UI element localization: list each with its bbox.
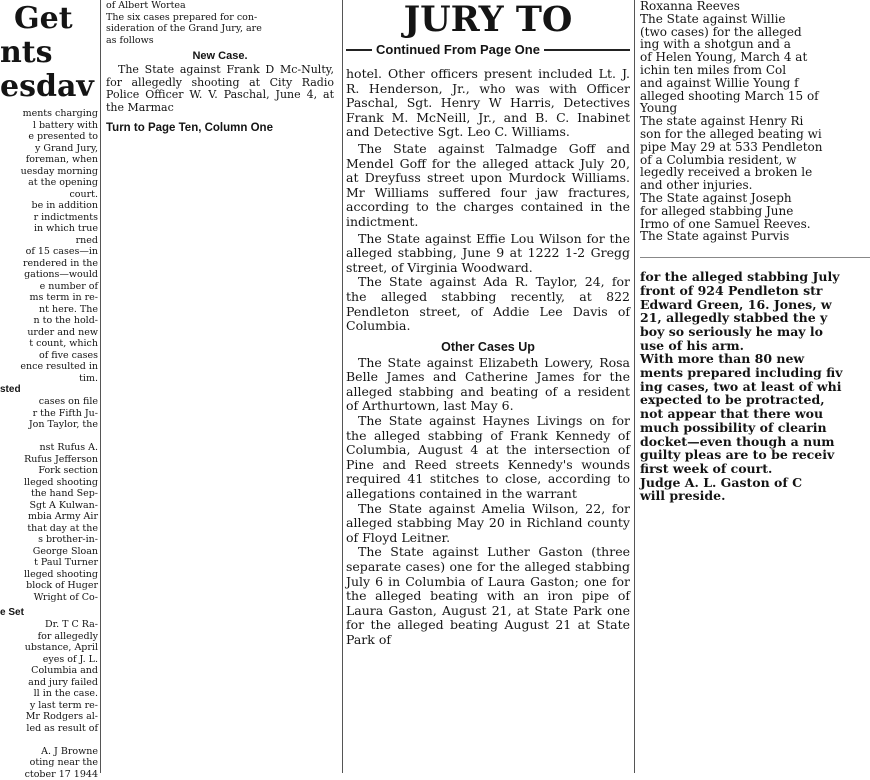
text-line: Dr. T C Ra- <box>0 619 98 631</box>
text-line: nt here. The <box>0 304 98 316</box>
text-line: led as result of <box>0 723 98 735</box>
article-text <box>0 108 98 384</box>
text-line: of a Columbia resident, w <box>640 154 870 167</box>
text-line: in which true <box>0 223 98 235</box>
column-4 <box>640 0 870 773</box>
text-line: alleged shooting March 15 of <box>640 90 870 103</box>
text-line: A. J Browne <box>0 746 98 758</box>
text-line: and jury failed <box>0 677 98 689</box>
article-text <box>0 396 98 603</box>
text-line: at the opening <box>0 177 98 189</box>
text-line: rendered in the <box>0 258 98 270</box>
text-line: The six cases prepared for con- <box>106 12 334 24</box>
article-text <box>640 270 870 503</box>
text-line: ing with a shotgun and a <box>640 38 870 51</box>
text-line: Rufus Jefferson <box>0 454 98 466</box>
article-paragraph: The State against Luther Gaston (three separate cases) one for the alleged stabbing July 6 in Columbia of Laura Gaston; one for the alleged beating with an iron pipe of Laura Gaston, August 21, at State Park one for the alleged beating August 21 at State Park of <box>346 545 630 647</box>
text-line: for allegedly <box>0 631 98 643</box>
text-line: court. <box>0 189 98 201</box>
subhead: New Case. <box>106 49 334 64</box>
text-line: be in addition <box>0 200 98 212</box>
text-line: much possibility of clearin <box>640 421 870 435</box>
text-line: of five cases <box>0 350 98 362</box>
text-line: 21, allegedly stabbed the y <box>640 311 870 325</box>
text-line: front of 924 Pendleton str <box>640 284 870 298</box>
text-line: of Albert Wortea <box>106 0 334 12</box>
text-line: first week of court. <box>640 462 870 476</box>
article-paragraph: The State against Frank D Mc-Nulty, for allegedly shooting at City Radio Police Officer W. V. Paschal, June 4, at the Marmac <box>106 64 334 114</box>
text-line: of Helen Young, March 4 at <box>640 51 870 64</box>
column-rule <box>100 0 101 773</box>
column-rule <box>342 0 343 773</box>
text-line: rned <box>0 235 98 247</box>
text-line: n to the hold- <box>0 315 98 327</box>
text-line: Mr Rodgers al- <box>0 711 98 723</box>
text-line: docket—even though a num <box>640 435 870 449</box>
text-line: legedly received a broken le <box>640 166 870 179</box>
text-line: foreman, when <box>0 154 98 166</box>
text-line: boy so seriously he may lo <box>640 325 870 339</box>
jump-line: Turn to Page Ten, Column One <box>106 122 334 134</box>
article-text <box>106 0 334 46</box>
article-paragraph: The State against Amelia Wilson, 22, for alleged stabbing May 20 in Richland county of Floyd Leitner. <box>346 502 630 546</box>
text-line: The state against Henry Ri <box>640 115 870 128</box>
text-line: ence resulted in <box>0 361 98 373</box>
text-line: y Grand Jury, <box>0 143 98 155</box>
text-line: for the alleged stabbing July <box>640 270 870 284</box>
text-line: ms term in re- <box>0 292 98 304</box>
text-line: e presented to <box>0 131 98 143</box>
text-line: The State against Purvis <box>640 230 870 243</box>
text-line: r the Fifth Ju- <box>0 408 98 420</box>
text-line: uesday morning <box>0 166 98 178</box>
text-line: ments prepared including fiv <box>640 366 870 380</box>
text-line: t Paul Turner <box>0 557 98 569</box>
text-line: not appear that there wou <box>640 407 870 421</box>
text-line: oting near the <box>0 757 98 769</box>
text-line: Young <box>640 102 870 115</box>
text-line <box>0 431 98 443</box>
article-paragraph: The State against Effie Lou Wilson for the alleged stabbing, June 9 at 1222 1-2 Gregg street, of Virginia Woodward. <box>346 232 630 276</box>
text-line: pipe May 29 at 533 Pendleton <box>640 141 870 154</box>
text-line: son for the alleged beating wi <box>640 128 870 141</box>
text-line: (two cases) for the alleged <box>640 26 870 39</box>
text-line: the hand Sep- <box>0 488 98 500</box>
text-line: ubstance, April <box>0 642 98 654</box>
text-line: tim. <box>0 373 98 385</box>
subhead: sted <box>0 384 98 396</box>
text-line: s brother-in- <box>0 534 98 546</box>
column-1 <box>0 0 98 773</box>
text-line: George Sloan <box>0 546 98 558</box>
column-2 <box>106 0 334 200</box>
text-line: Sgt A Kulwan- <box>0 500 98 512</box>
article-paragraph: The State against Haynes Livings on for the alleged stabbing of Frank Kennedy of Columbia, August 4 at the intersection of Pine and Reed streets Kennedy's wounds required 41 stitches to close, according to allegations contained in the warrant <box>346 414 630 502</box>
subhead: e Set <box>0 607 98 619</box>
article-paragraph: The State against Talmadge Goff and Mendel Goff for the alleged attack July 20, at Dreyfuss street upon Murdock Williams. Mr Williams suffered four jaw fractures, according to the charges contained in the indictment. <box>346 142 630 230</box>
text-line: urder and new <box>0 327 98 339</box>
text-line: expected to be protracted, <box>640 393 870 407</box>
article-text <box>640 0 870 243</box>
text-line: The State against Joseph <box>640 192 870 205</box>
text-line: and other injuries. <box>640 179 870 192</box>
text-line: ments charging <box>0 108 98 120</box>
text-line: With more than 80 new <box>640 352 870 366</box>
text-line: ichin ten miles from Col <box>640 64 870 77</box>
continued-line: Continued From Page One <box>346 42 630 57</box>
text-line: eyes of J. L. <box>0 654 98 666</box>
article-paragraph: The State against Ada R. Taylor, 24, for the alleged stabbing recently, at 822 Pendleton street, of Addie Lee Davis of Columbia. <box>346 275 630 333</box>
text-line: nst Rufus A. <box>0 442 98 454</box>
text-line: lleged shooting <box>0 477 98 489</box>
article-text <box>0 619 98 780</box>
text-line: The State against Willie <box>640 13 870 26</box>
article-paragraph: The State against Elizabeth Lowery, Rosa Belle James and Catherine James for the alleged stabbing and beating of a resident of Arthurtown, last May 6. <box>346 356 630 414</box>
text-line: t count, which <box>0 338 98 350</box>
subhead: Other Cases Up <box>346 340 630 355</box>
text-line: r indictments <box>0 212 98 224</box>
text-line: as follows <box>106 35 334 47</box>
headline-fragment: nts <box>0 36 98 70</box>
text-line: guilty pleas are to be receiv <box>640 448 870 462</box>
text-line: and against Willie Young f <box>640 77 870 90</box>
text-line: Irmo of one Samuel Reeves. <box>640 218 870 231</box>
text-line: use of his arm. <box>640 339 870 353</box>
text-line: Columbia and <box>0 665 98 677</box>
headline-fragment: Get <box>0 2 98 36</box>
text-line: sideration of the Grand Jury, are <box>106 23 334 35</box>
headline: JURY TO <box>346 0 630 40</box>
text-line: Fork section <box>0 465 98 477</box>
text-line: of 15 cases—in <box>0 246 98 258</box>
text-line: Roxanna Reeves <box>640 0 870 13</box>
text-line: Edward Green, 16. Jones, w <box>640 298 870 312</box>
article-paragraph: hotel. Other officers present included Lt. J. R. Henderson, Jr., who was with Officer Paschal, Sgt. Henry W Harris, Detectives Frank M. McNeill, Jr., and B. C. Inabinet and Detective Sgt. Leo C. Williams. <box>346 67 630 140</box>
text-line: gations—would <box>0 269 98 281</box>
column-3 <box>346 0 630 773</box>
text-line: block of Huger <box>0 580 98 592</box>
text-line: l battery with <box>0 120 98 132</box>
text-line: ing cases, two at least of whi <box>640 380 870 394</box>
text-line: ctober 17 1944 <box>0 769 98 780</box>
text-line: Judge A. L. Gaston of C <box>640 476 870 490</box>
text-line: y last term re- <box>0 700 98 712</box>
text-line: lleged shooting <box>0 569 98 581</box>
text-line: mbia Army Air <box>0 511 98 523</box>
text-line: e number of <box>0 281 98 293</box>
text-line: Jon Taylor, the <box>0 419 98 431</box>
column-rule <box>634 0 635 773</box>
section-divider <box>640 257 870 258</box>
text-line: for alleged stabbing June <box>640 205 870 218</box>
text-line: ll in the case. <box>0 688 98 700</box>
text-line <box>0 734 98 746</box>
text-line: that day at the <box>0 523 98 535</box>
headline-fragment: esdav <box>0 70 98 104</box>
text-line: Wright of Co- <box>0 592 98 604</box>
text-line: will preside. <box>640 489 870 503</box>
text-line: cases on file <box>0 396 98 408</box>
